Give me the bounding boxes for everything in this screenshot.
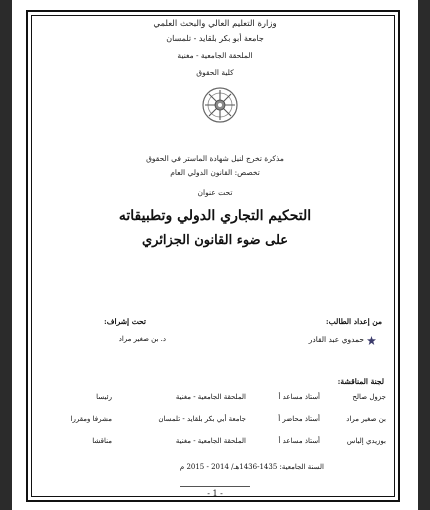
committee-member-row <box>38 393 386 405</box>
academic-year: السنة الجامعية: 1435-1436هـ/ 2014 - 2015 م <box>179 463 324 471</box>
page-number: - 1 - <box>207 489 223 498</box>
prepared-by-label: من إعداد الطالب: <box>325 317 382 326</box>
footer-divider <box>180 486 250 487</box>
committee-member-row <box>38 415 386 427</box>
university-name: جامعة أبو بكر بلقايد - تلمسان <box>166 34 264 43</box>
member-name: بوزيدي إلياس <box>346 437 386 445</box>
student-name: حمدوي عبد القادر <box>308 335 364 344</box>
document-page <box>12 0 418 510</box>
member-role: مشرفا ومقررا <box>70 415 112 423</box>
specialty: تخصص: القانون الدولي العام <box>170 168 260 177</box>
supervision-label: تحت إشراف: <box>103 317 146 326</box>
thesis-title-line-1: التحكيم التجاري الدولي وتطبيقاته <box>118 208 312 224</box>
star-bullet-icon <box>367 336 376 345</box>
member-name: بن صغير مراد <box>346 415 386 423</box>
thesis-title-line-2: على ضوء القانون الجزائري <box>141 233 289 248</box>
memo-purpose: مذكرة تخرج لنيل شهادة الماستر في الحقوق <box>146 154 284 163</box>
member-institution: جامعة أبي بكر بلقايد - تلمسان <box>158 415 246 423</box>
committee-label: لجنة المناقشة: <box>337 377 384 386</box>
ministry-name: وزارة التعليم العالي والبحث العلمي <box>153 19 277 29</box>
committee-member-row <box>38 437 386 449</box>
member-rank: أستاذ محاضر أ <box>278 415 320 423</box>
member-role: مناقشا <box>92 437 112 445</box>
member-rank: أستاذ مساعد أ <box>278 437 320 445</box>
title-caption: تحت عنوان <box>197 188 233 197</box>
annex-name: الملحقة الجامعية - مغنية <box>177 51 253 60</box>
member-institution: الملحقة الجامعية - مغنية <box>175 437 246 445</box>
member-rank: أستاذ مساعد أ <box>278 393 320 401</box>
member-institution: الملحقة الجامعية - مغنية <box>175 393 246 401</box>
university-seal-icon <box>201 86 239 124</box>
member-role: رئيسا <box>96 393 112 401</box>
supervisor-name: د. بن صغير مراد <box>118 335 166 343</box>
faculty-name: كلية الحقوق <box>196 68 234 77</box>
member-name: جزول صالح <box>352 393 386 401</box>
